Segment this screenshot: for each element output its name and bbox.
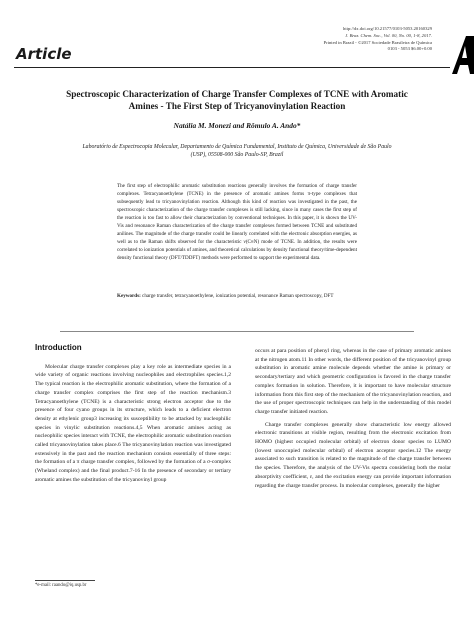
- section-heading-introduction: Introduction: [35, 343, 82, 352]
- citation-line: J. Braz. Chem. Soc., Vol. 00, No. 00, 1-8, 2017.: [345, 32, 432, 38]
- printed-line: Printed in Brazil - ©2017 Sociedade Brasileira de Química: [323, 39, 432, 45]
- footnote-rule: [35, 580, 95, 581]
- right-column: [255, 347, 451, 494]
- keywords-label: Keywords:: [117, 293, 141, 299]
- article-type-label: Article: [16, 45, 72, 63]
- issn-line: 0103 - 5053 $6.00+0.00: [387, 46, 432, 52]
- abstract: The first step of electrophilic aromatic substitution reactions generally involves the formation of charge transfer complexes. Tetracyanoethylene (TCNE) in the presence of aromatic amines forms π-type complexes that subsequently lead to tricyanovinylation reaction. Although this kind of reaction was investigated in the past, the spectroscopic characterization of the charge transfer complexes is still lacking, since in many cases the first step of the reaction is too fast to allow their characterization by conventional techniques. In this paper, it is shown the UV-Vis and resonance Raman characterization of the charge transfer complexes formed between TCNE and substituted anilines. The magnitude of the charge transfer could be linearly correlated with the electronic absorption energies, as well as to the Raman shifts observed for the characteristic ν(C≡N) mode of TCNE. In addition, the results were correlated to ionization potentials of amines, and theoretical calculations by density functional theory/time-dependent density functional theory (DFT/TDDFT) methods were performed to support the experimental data.: [117, 183, 357, 261]
- doi-line[interactable]: http://dx.doi.org/10.21577/0103-5053.20160329: [343, 26, 432, 31]
- left-column: [35, 344, 231, 489]
- journal-meta: [232, 26, 432, 53]
- intro-paragraph: Molecular charge transfer complexes play a key role as intermediate species in a wide variety of organic reactions involving nucleophiles and electrophiles species.1,2 The typical reaction is the electrophilic aromatic substitution, where the formation of a charge transfer complex comprises the first step of the reaction mechanism.3 Tetracyanoethylene (TCNE) is a characteristic strong electron acceptor due to the presence of four cyano groups in its structure, which leads to a deficient electron density at ethylenic group3 increasing its susceptibility to be attacked by nucleophilic species in vinylic substitution reactions.4,5 When aromatic amines acting as nucleophilic species interact with TCNE, the electrophilic aromatic substitution reaction called tricyanovinylation takes place.6 The tricyanovinylation reaction was investigated extensively in the past and the reaction mechanism consists essentially of three steps: the formation of a π charge transfer complex, followed by the formation of a σ-complex (Wheland complex) and the final product.7-16 In the presence of secondary or tertiary aromatic amines the substitution of the tricyanovinyl group: [35, 363, 231, 483]
- abstract-divider: [60, 331, 414, 332]
- keywords-text: charge transfer, tetracyanoethylene, ionization potential, resonance Raman spectroscopy, DFT: [140, 293, 334, 299]
- paper-title: Spectroscopic Characterization of Charge Transfer Complexes of TCNE with Aromatic Amines - The First Step of Tricyanovinylation Reaction: [66, 89, 408, 111]
- page-header: [0, 0, 474, 70]
- intro-paragraph: occurs at para position of phenyl ring, whereas in the case of primary aromatic amines at the nitrogen atom.11 In other words, the different position of the tricyanovinyl group substitution in aromatic amine molecule depends whether the amine is primary or secondary/tertiary and which geometric configuration is favored in the charge transfer complex formation in solution. Therefore, it is important to have molecular structure information from this first step of the mechanism of the tricyanovinylation reaction, and the use of proper spectroscopic techniques can help in the understanding of this model charge transfer initiated reaction.: [255, 348, 451, 415]
- author-affiliation: Laboratório de Espectrocopia Molecular, Departamento de Química Fundamental, Instituto de Química, Universidade de São Paulo (USP), 05508-000 São Paulo-SP, Brazil: [82, 144, 392, 159]
- paper-authors: Natália M. Monezi and Rômulo A. Ando*: [173, 121, 301, 130]
- corresponding-email-footnote[interactable]: *e-mail: raando@iq.usp.br: [35, 583, 87, 588]
- journal-logo-icon: [452, 34, 474, 74]
- header-rule: [14, 67, 450, 68]
- keywords: [117, 292, 357, 300]
- intro-paragraph: Charge transfer complexes generally show characteristic low energy allowed electronic transitions at visible region, resulting from the electronic excitation from HOMO (highest occupied molecular orbital) of electron donor species to LUMO (lowest unoccupied molecular orbital) of electron acceptor species.12 The energy associated to such transition is related to the magnitude of the charge transfer between the species. Therefore, the analysis of the UV-Vis spectra considering both the molar absorptivity coefficient, ε, and the excitation energy can provide important information regarding the charge transfer process. In molecular complexes, generally the higher: [255, 421, 451, 489]
